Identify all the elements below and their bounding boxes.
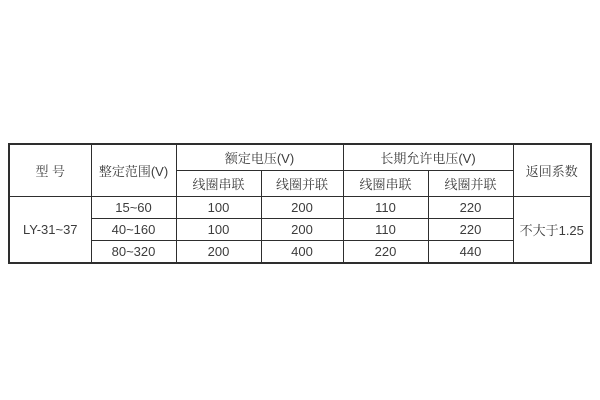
header-return-coefficient: 返回系数 bbox=[513, 144, 591, 197]
rated-series-cell: 200 bbox=[176, 241, 261, 264]
long-parallel-cell: 220 bbox=[428, 197, 513, 219]
header-long-coil-series: 线圈串联 bbox=[343, 171, 428, 197]
rated-parallel-cell: 400 bbox=[261, 241, 343, 264]
model-value-cell: LY-31~37 bbox=[9, 197, 91, 264]
long-series-cell: 110 bbox=[343, 219, 428, 241]
header-long-term-voltage: 长期允许电压(V) bbox=[343, 144, 513, 171]
header-rated-coil-series: 线圈串联 bbox=[176, 171, 261, 197]
table-row bbox=[9, 241, 591, 264]
header-setting-range: 整定范围(V) bbox=[91, 144, 176, 197]
long-series-cell: 110 bbox=[343, 197, 428, 219]
table-row bbox=[9, 197, 591, 219]
header-model: 型 号 bbox=[9, 144, 91, 197]
header-long-coil-parallel: 线圈并联 bbox=[428, 171, 513, 197]
rated-parallel-cell: 200 bbox=[261, 197, 343, 219]
return-coefficient-value-cell: 不大于1.25 bbox=[513, 197, 591, 264]
range-cell: 80~320 bbox=[91, 241, 176, 264]
header-rated-coil-parallel: 线圈并联 bbox=[261, 171, 343, 197]
rated-parallel-cell: 200 bbox=[261, 219, 343, 241]
table-row bbox=[9, 219, 591, 241]
relay-spec-table bbox=[8, 143, 592, 264]
rated-series-cell: 100 bbox=[176, 219, 261, 241]
long-series-cell: 220 bbox=[343, 241, 428, 264]
long-parallel-cell: 440 bbox=[428, 241, 513, 264]
rated-series-cell: 100 bbox=[176, 197, 261, 219]
range-cell: 40~160 bbox=[91, 219, 176, 241]
long-parallel-cell: 220 bbox=[428, 219, 513, 241]
range-cell: 15~60 bbox=[91, 197, 176, 219]
header-rated-voltage: 额定电压(V) bbox=[176, 144, 343, 171]
header-row-top bbox=[9, 144, 591, 171]
